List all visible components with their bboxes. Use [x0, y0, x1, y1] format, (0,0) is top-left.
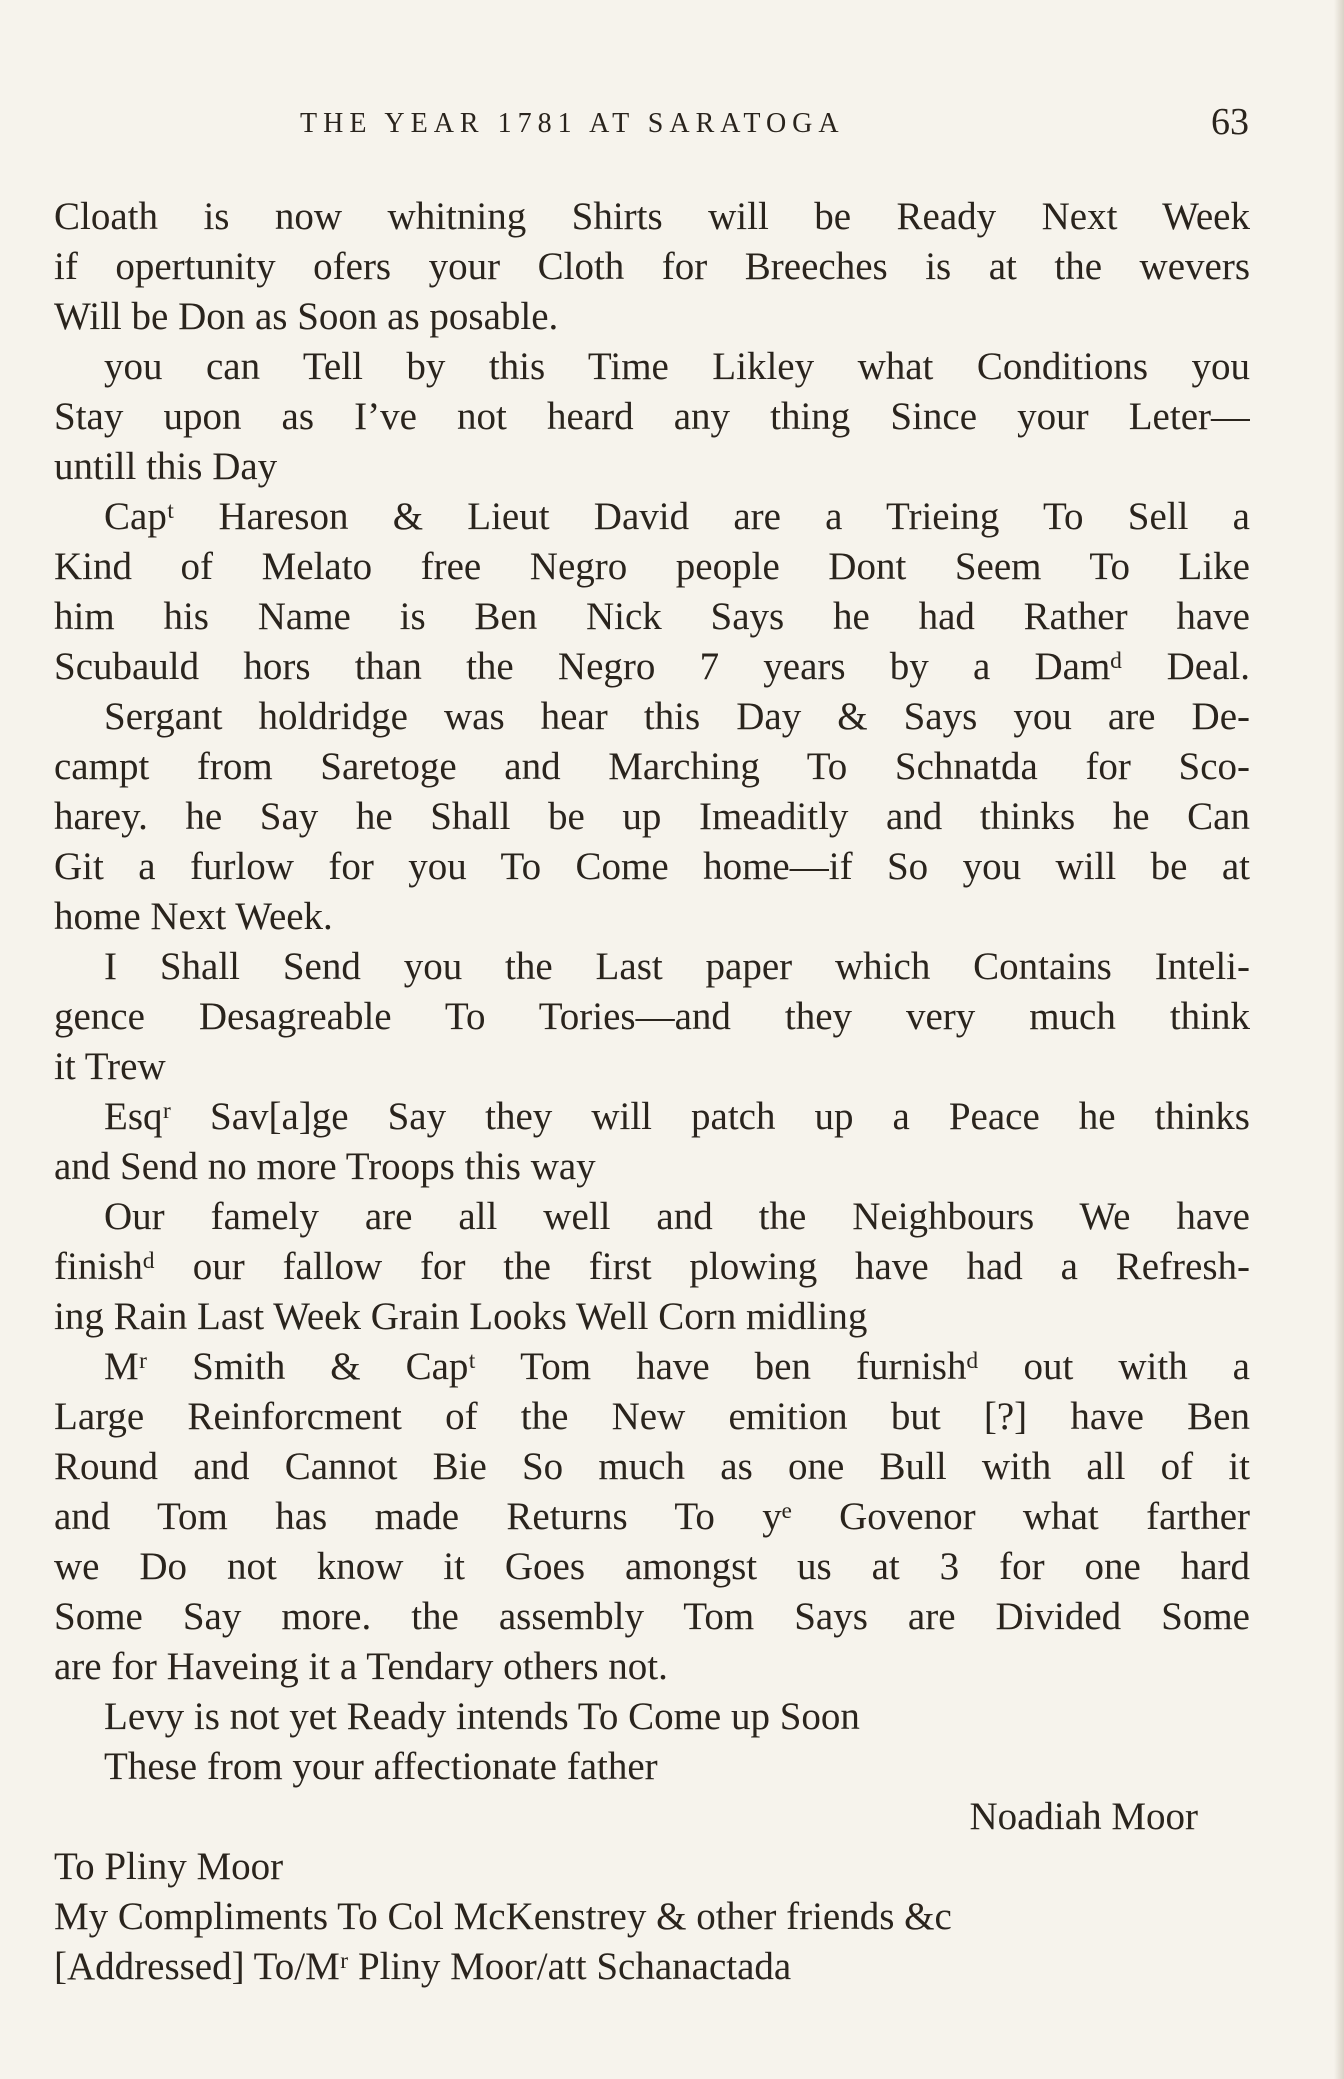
- text-line: you can Tell by this Time Likley what Conditions you: [104, 345, 1250, 388]
- text-line: ing Rain Last Week Grain Looks Well Corn midling: [54, 1295, 868, 1338]
- text-line: Kind of Melato free Negro people Dont Seem To Like: [54, 545, 1250, 588]
- addressee-line: To Pliny Moor: [54, 1845, 284, 1888]
- page-number: 63: [1211, 101, 1249, 143]
- text-line: Some Say more. the assembly Tom Says are Divided Some: [54, 1595, 1250, 1638]
- text-line: it Trew: [54, 1045, 166, 1088]
- text-line: harey. he Say he Shall be up Imeaditly and thinks he Can: [54, 795, 1250, 838]
- text-line: Will be Don as Soon as posable.: [54, 295, 559, 338]
- signature-line: Noadiah Moor: [969, 1795, 1198, 1838]
- text-line: gence Desagreable To Tories—and they very much think: [54, 995, 1250, 1038]
- text-line: and Send no more Troops this way: [54, 1145, 596, 1188]
- text-line: Levy is not yet Ready intends To Come up Soon: [104, 1695, 860, 1738]
- text-line: Stay upon as I’ve not heard any thing Since your Leter—: [54, 395, 1250, 438]
- text-line: Capᵗ Hareson & Lieut David are a Trieing To Sell a: [104, 495, 1250, 538]
- text-line: finishᵈ our fallow for the first plowing have had a Refresh-: [54, 1245, 1250, 1288]
- text-line: Mʳ Smith & Capᵗ Tom have ben furnishᵈ out with a: [104, 1345, 1250, 1388]
- text-line: Sergant holdridge was hear this Day & Says you are De-: [104, 695, 1250, 738]
- text-line: Our famely are all well and the Neighbours We have: [104, 1195, 1250, 1238]
- text-line: Cloath is now whitning Shirts will be Ready Next Week: [54, 195, 1250, 238]
- text-line: and Tom has made Returns To yᵉ Govenor what farther: [54, 1495, 1250, 1538]
- text-line: if opertunity ofers your Cloth for Breeches is at the wevers: [54, 245, 1250, 288]
- page-header: [0, 101, 1344, 144]
- text-line: These from your affectionate father: [104, 1745, 658, 1788]
- letter-text: [54, 192, 1250, 1992]
- running-head: THE YEAR 1781 AT SARATOGA: [300, 108, 845, 139]
- text-line: are for Haveing it a Tendary others not.: [54, 1645, 668, 1688]
- text-line: home Next Week.: [54, 895, 333, 938]
- text-line: My Compliments To Col McKenstrey & other friends &c: [54, 1895, 952, 1938]
- text-line: Round and Cannot Bie So much as one Bull with all of it: [54, 1445, 1250, 1488]
- text-line: campt from Saretoge and Marching To Schnatda for Sco-: [54, 745, 1250, 788]
- scan-edge-shadow: [1334, 0, 1344, 2079]
- text-line: Esqʳ Sav[a]ge Say they will patch up a Peace he thinks: [104, 1095, 1250, 1138]
- text-line: Git a furlow for you To Come home—if So you will be at: [54, 845, 1250, 888]
- text-line: him his Name is Ben Nick Says he had Rather have: [54, 595, 1250, 638]
- text-line: we Do not know it Goes amongst us at 3 for one hard: [54, 1545, 1250, 1588]
- address-line: [Addressed] To/Mʳ Pliny Moor/att Schanactada: [54, 1945, 792, 1988]
- text-line: Scubauld hors than the Negro 7 years by a Damᵈ Deal.: [54, 645, 1250, 688]
- text-line: untill this Day: [54, 445, 278, 488]
- text-line: I Shall Send you the Last paper which Contains Inteli-: [104, 945, 1250, 988]
- text-line: Large Reinforcment of the New emition but [?] have Ben: [54, 1395, 1250, 1438]
